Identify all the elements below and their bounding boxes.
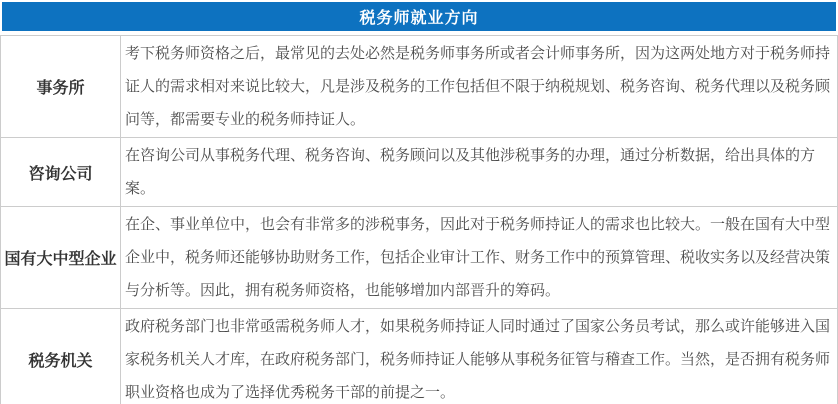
page-title: 税务师就业方向 — [2, 2, 836, 31]
category-label-consulting: 咨询公司 — [1, 138, 121, 207]
category-label-soe: 国有大中型企业 — [1, 207, 121, 309]
employment-table — [0, 35, 838, 404]
table-row — [1, 138, 838, 207]
table-row — [1, 309, 838, 404]
category-label-firm: 事务所 — [1, 36, 121, 138]
category-description-soe: 在企、事业单位中，也会有非常多的涉税事务，因此对于税务师持证人的需求也比较大。一般在国有大中型企业中，税务师还能够协助财务工作，包括企业审计工作、财务工作中的预算管理、税收实务以及经营决策与分析等。因此，拥有税务师资格，也能够增加内部晋升的筹码。 — [121, 207, 838, 309]
table-row — [1, 36, 838, 138]
category-description-firm: 考下税务师资格之后，最常见的去处必然是税务师事务所或者会计师事务所，因为这两处地方对于税务师持证人的需求相对来说比较大，凡是涉及税务的工作包括但不限于纳税规划、税务咨询、税务代理以及税务顾问等，都需要专业的税务师持证人。 — [121, 36, 838, 138]
category-description-tax-authority: 政府税务部门也非常亟需税务师人才，如果税务师持证人同时通过了国家公务员考试，那么或许能够进入国家税务机关人才库，在政府税务部门，税务师持证人能够从事税务征管与稽查工作。当然，是否拥有税务师职业资格也成为了选择优秀税务干部的前提之一。 — [121, 309, 838, 404]
category-label-tax-authority: 税务机关 — [1, 309, 121, 404]
category-description-consulting: 在咨询公司从事税务代理、税务咨询、税务顾问以及其他涉税事务的办理，通过分析数据，给出具体的方案。 — [121, 138, 838, 207]
table-row — [1, 207, 838, 309]
